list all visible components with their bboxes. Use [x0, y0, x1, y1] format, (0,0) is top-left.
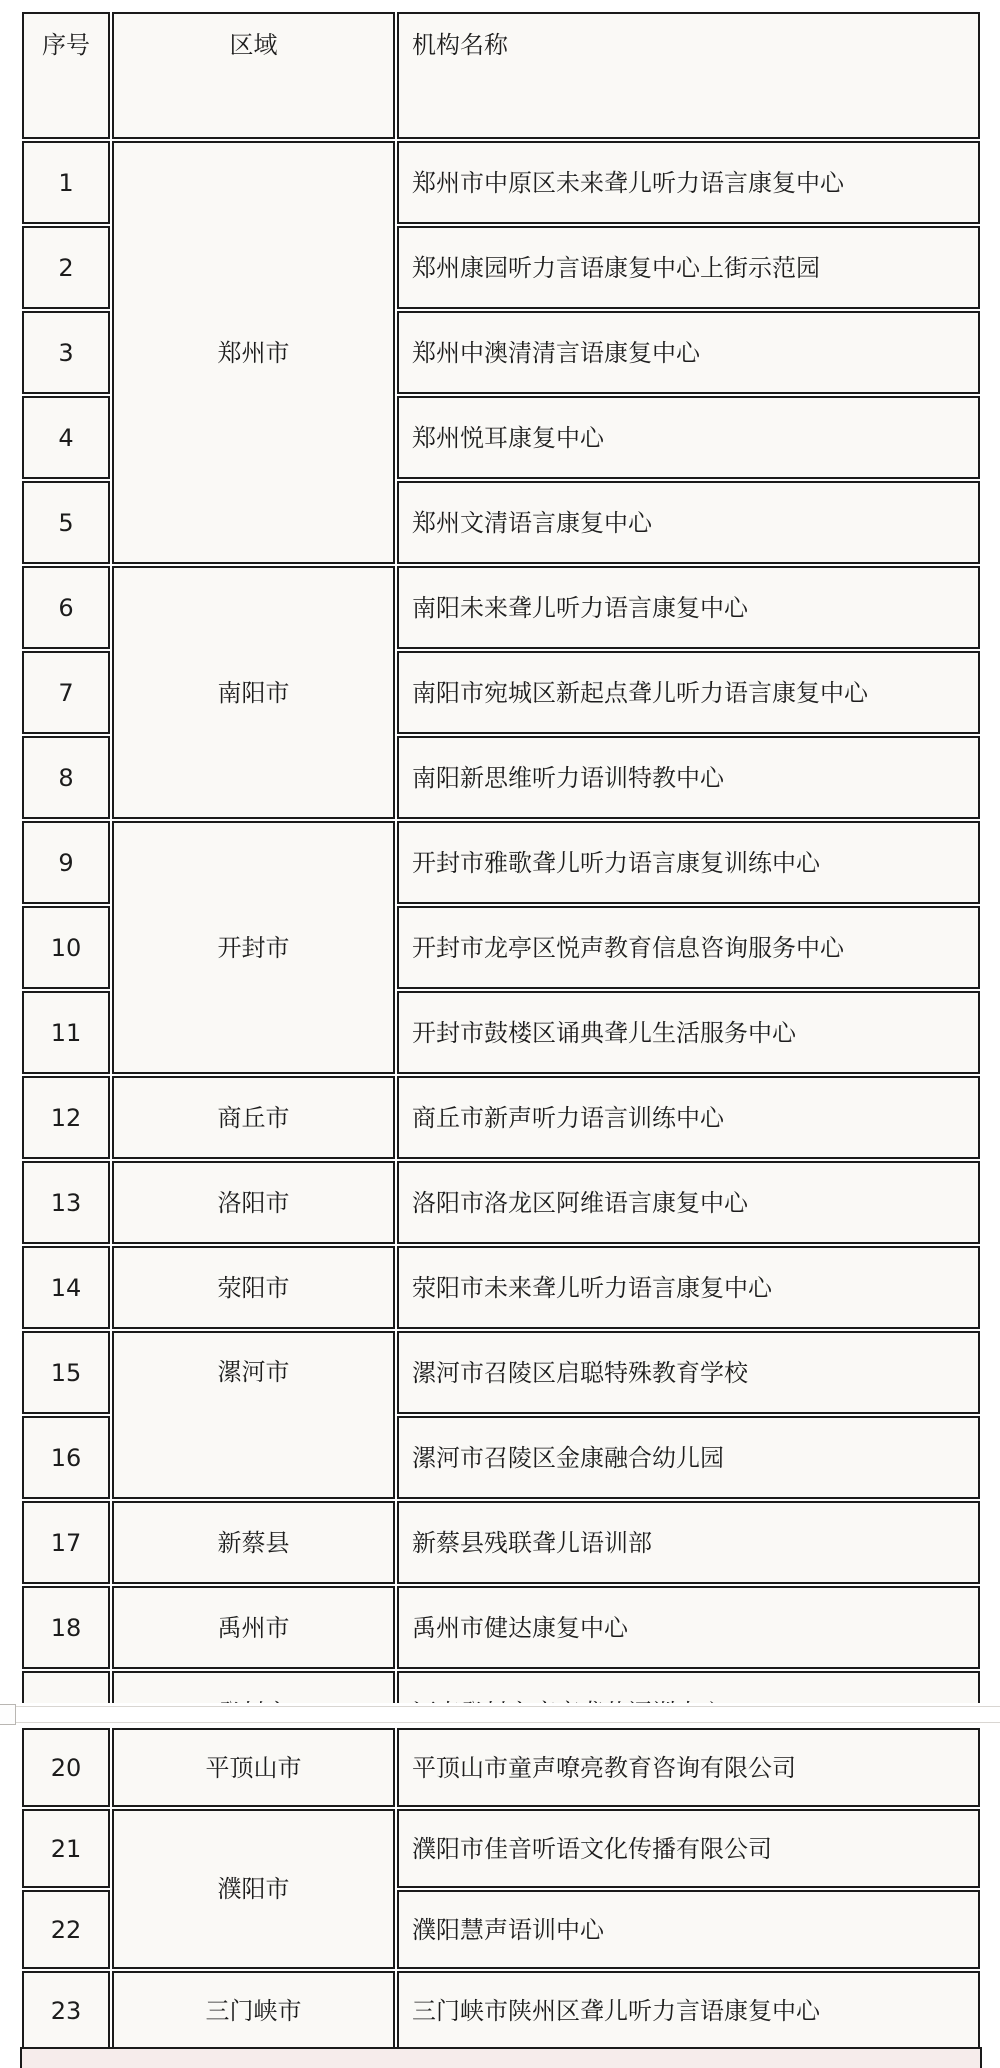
row-number-cell: 15 — [22, 1331, 110, 1414]
institutions-table-page2 — [20, 1726, 982, 2052]
row-number-cell: 21 — [22, 1809, 110, 1888]
org-name-cell: 新蔡县残联聋儿语训部 — [397, 1501, 980, 1584]
org-name-cell: 南阳未来聋儿听力语言康复中心 — [397, 566, 980, 649]
row-number-cell: 12 — [22, 1076, 110, 1159]
row-number-cell: 8 — [22, 736, 110, 819]
table-row — [22, 1161, 980, 1244]
row-number-cell: 3 — [22, 311, 110, 394]
row-number-cell: 11 — [22, 991, 110, 1074]
row-number-cell: 13 — [22, 1161, 110, 1244]
region-cell: 南阳市 — [112, 566, 395, 819]
page-break-line — [0, 1722, 1000, 1723]
table-row — [22, 1076, 980, 1159]
row-number-cell: 14 — [22, 1246, 110, 1329]
header-region: 区域 — [112, 12, 395, 139]
table-row — [22, 1728, 980, 1807]
page-break-notch — [0, 1704, 16, 1725]
row-number-cell: 20 — [22, 1728, 110, 1807]
org-name-cell: 郑州文清语言康复中心 — [397, 481, 980, 564]
header-no: 序号 — [22, 12, 110, 139]
org-name-cell: 郑州康园听力言语康复中心上街示范园 — [397, 226, 980, 309]
region-cell: 开封市 — [112, 821, 395, 1074]
table-row — [22, 566, 980, 649]
table-row — [22, 1331, 980, 1414]
row-number-cell: 9 — [22, 821, 110, 904]
region-cell: 濮阳市 — [112, 1809, 395, 1969]
row-number-cell: 4 — [22, 396, 110, 479]
region-cell: 新蔡县 — [112, 1501, 395, 1584]
table-row — [22, 1246, 980, 1329]
table-row — [22, 1501, 980, 1584]
row-number-cell: 17 — [22, 1501, 110, 1584]
table-row — [22, 821, 980, 904]
org-name-cell: 郑州市中原区未来聋儿听力语言康复中心 — [397, 141, 980, 224]
row-number-cell: 16 — [22, 1416, 110, 1499]
org-name-cell: 濮阳慧声语训中心 — [397, 1890, 980, 1969]
page-break — [0, 1703, 1000, 1726]
row-number-cell: 7 — [22, 651, 110, 734]
org-name-cell: 开封市鼓楼区诵典聋儿生活服务中心 — [397, 991, 980, 1074]
table-row — [22, 141, 980, 224]
org-name-cell: 商丘市新声听力语言训练中心 — [397, 1076, 980, 1159]
org-name-cell: 荥阳市未来聋儿听力语言康复中心 — [397, 1246, 980, 1329]
org-name-cell: 郑州悦耳康复中心 — [397, 396, 980, 479]
region-cell: 洛阳市 — [112, 1161, 395, 1244]
row-number-cell: 10 — [22, 906, 110, 989]
page-break-line — [0, 1706, 1000, 1707]
region-cell: 商丘市 — [112, 1076, 395, 1159]
header-row — [22, 12, 980, 139]
row-number-cell: 2 — [22, 226, 110, 309]
org-name-cell: 开封市龙亭区悦声教育信息咨询服务中心 — [397, 906, 980, 989]
region-cell: 三门峡市 — [112, 1971, 395, 2050]
row-number-cell: 6 — [22, 566, 110, 649]
org-name-cell: 禹州市健达康复中心 — [397, 1586, 980, 1669]
next-row-partial — [20, 2047, 982, 2068]
org-name-cell: 郑州中澳清清言语康复中心 — [397, 311, 980, 394]
row-number-cell: 5 — [22, 481, 110, 564]
region-cell: 禹州市 — [112, 1586, 395, 1669]
region-cell: 郑州市 — [112, 141, 395, 564]
row-number-cell: 18 — [22, 1586, 110, 1669]
org-name-cell: 开封市雅歌聋儿听力语言康复训练中心 — [397, 821, 980, 904]
region-cell: 漯河市 — [112, 1331, 395, 1499]
region-cell: 荥阳市 — [112, 1246, 395, 1329]
row-number-cell: 22 — [22, 1890, 110, 1969]
row-number-cell: 23 — [22, 1971, 110, 2050]
org-name-cell: 濮阳市佳音听语文化传播有限公司 — [397, 1809, 980, 1888]
header-org: 机构名称 — [397, 12, 980, 139]
org-name-cell: 南阳市宛城区新起点聋儿听力语言康复中心 — [397, 651, 980, 734]
institutions-table-page1 — [20, 10, 982, 1756]
table-row — [22, 1809, 980, 1888]
org-name-cell: 三门峡市陕州区聋儿听力言语康复中心 — [397, 1971, 980, 2050]
row-number-cell: 1 — [22, 141, 110, 224]
org-name-cell: 南阳新思维听力语训特教中心 — [397, 736, 980, 819]
table-row — [22, 1586, 980, 1669]
org-name-cell: 漯河市召陵区启聪特殊教育学校 — [397, 1331, 980, 1414]
org-name-cell: 漯河市召陵区金康融合幼儿园 — [397, 1416, 980, 1499]
org-name-cell: 平顶山市童声嘹亮教育咨询有限公司 — [397, 1728, 980, 1807]
org-name-cell: 洛阳市洛龙区阿维语言康复中心 — [397, 1161, 980, 1244]
region-cell: 平顶山市 — [112, 1728, 395, 1807]
table-row — [22, 1971, 980, 2050]
